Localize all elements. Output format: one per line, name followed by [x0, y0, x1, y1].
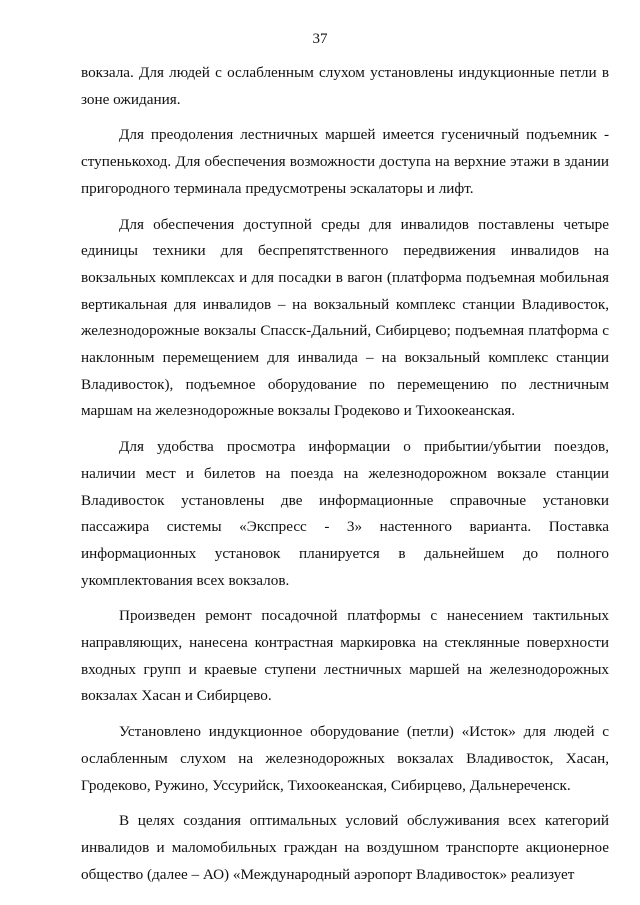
page-number: 37 [312, 31, 328, 47]
paragraph-information-terminals: Для удобства просмотра информации о прибытии/убытии поездов, наличии мест и билетов на поезда на железнодорожном вокзале станции Владивосток установлены две информационные справочные установки пассажира системы «Экспресс - 3» настенного варианта. Поставка информационных установок планируется в дальнейшем до полного укомплектования всех вокзалов. [81, 438, 609, 589]
paragraph-continuation: вокзала. Для людей с ослабленным слухом установлены индукционные петли в зоне ожидания. [81, 64, 609, 108]
paragraph-stair-lift: Для преодоления лестничных маршей имеется гусеничный подъемник - ступенькоход. Для обеспечения возможности доступа на верхние этажи в здании пригородного терминала предусмотрены эскалаторы и лифт. [81, 126, 609, 197]
paragraph-accessible-equipment: Для обеспечения доступной среды для инвалидов поставлены четыре единицы техники для беспрепятственного передвижения инвалидов на вокзальных комплексах и для посадки в вагон (платформа подъемная мобильная вертикальная для инвалидов – на вокзальный комплекс станции Владивосток, железнодорожные вокзалы Спасск-Дальний, Сибирцево; подъемная платформа с наклонным перемещением для инвалида – на вокзальный комплекс станции Владивосток), подъемное оборудование по перемещению по лестничным маршам на железнодорожные вокзалы Гродеково и Тихоокеанская. [81, 215, 609, 420]
paragraph-platform-repair: Произведен ремонт посадочной платформы с нанесением тактильных направляющих, нанесена контрастная маркировка на стеклянные поверхности входных групп и краевые ступени лестничных маршей на железнодорожных вокзалах Хасан и Сибирцево. [81, 607, 609, 705]
document-body [81, 60, 609, 897]
paragraph-induction-loops: Установлено индукционное оборудование (петли) «Исток» для людей с ослабленным слухом на железнодорожных вокзалах Владивосток, Хасан, Гродеково, Ружино, Уссурийск, Тихоокеанская, Сибирцево, Дальнереченск. [81, 723, 609, 794]
paragraph-airport: В целях создания оптимальных условий обслуживания всех категорий инвалидов и маломобильных граждан на воздушном транспорте акционерное общество (далее – АО) «Международный аэропорт Владивосток» реализует [81, 812, 609, 883]
